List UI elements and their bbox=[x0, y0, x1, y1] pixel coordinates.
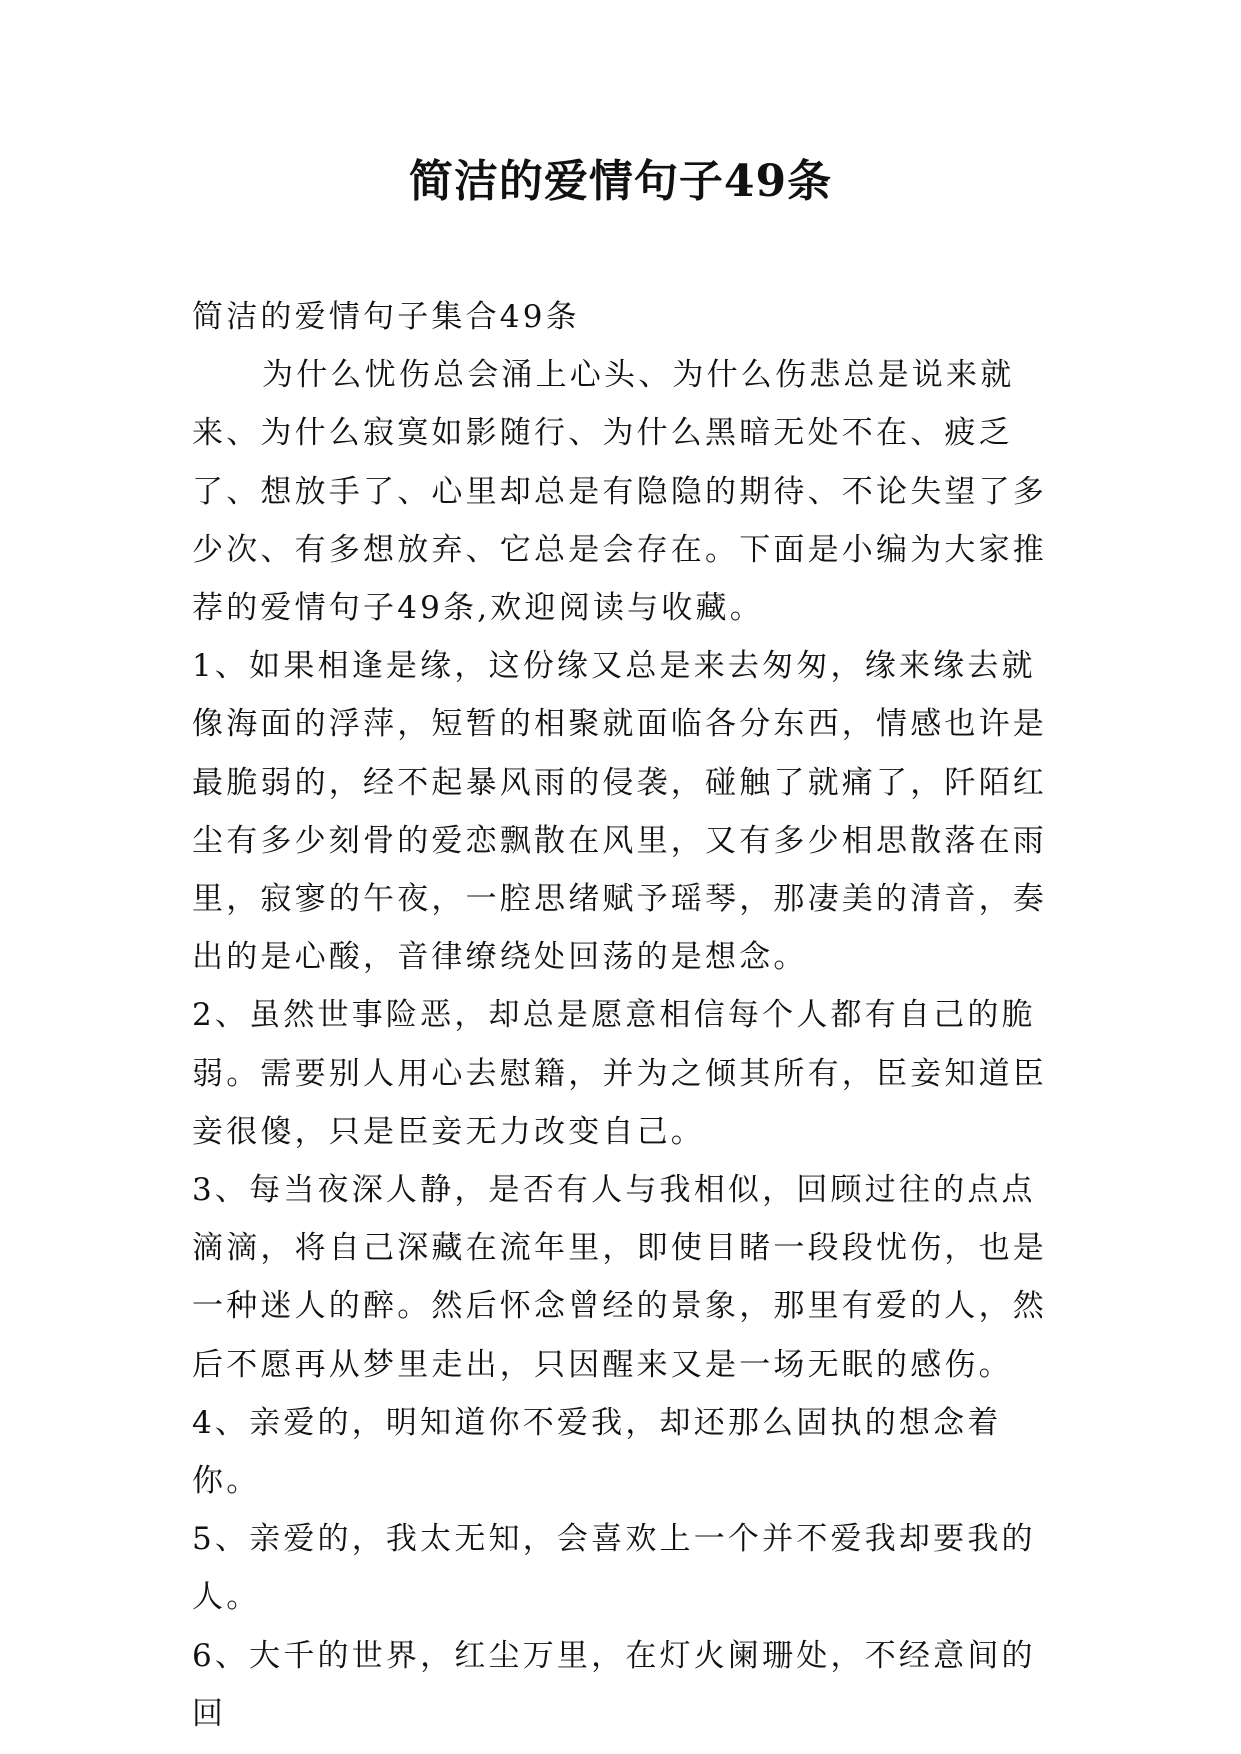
list-item-3: 3、每当夜深人静，是否有人与我相似，回顾过往的点点滴滴，将自己深藏在流年里，即使目睹一段段忧伤，也是一种迷人的醉。然后怀念曾经的景象，那里有爱的人，然后不愿再从梦里走出，只因醒来又是一场无眠的感伤。 bbox=[192, 1172, 1047, 1383]
list-item-2: 2、虽然世事险恶，却总是愿意相信每个人都有自己的脆弱。需要别人用心去慰籍，并为之倾其所有，臣妾知道臣妾很傻，只是臣妾无力改变自己。 bbox=[192, 997, 1047, 1150]
list-item-6: 6、大千的世界，红尘万里，在灯火阑珊处，不经意间的回 bbox=[192, 1637, 1036, 1732]
list-item-4: 4、亲爱的，明知道你不爱我，却还那么固执的想念着你。 bbox=[192, 1404, 1002, 1500]
document-body bbox=[192, 288, 1064, 1743]
document-subtitle: 简洁的爱情句子集合49条 bbox=[192, 299, 580, 335]
list-item-5: 5、亲爱的，我太无知，会喜欢上一个并不爱我却要我的人。 bbox=[192, 1521, 1036, 1616]
intro-paragraph: 为什么忧伤总会涌上心头、为什么伤悲总是说来就来、为什么寂寞如影随行、为什么黑暗无处不在、疲乏了、想放手了、心里却总是有隐隐的期待、不论失望了多少次、有多想放弃、它总是会存在。下面是小编为大家推荐的爱情句子49条,欢迎阅读与收藏。 bbox=[192, 357, 1047, 627]
document-title: 简洁的爱情句子49条 bbox=[408, 156, 833, 207]
list-item-1: 1、如果相逢是缘，这份缘又总是来去匆匆，缘来缘去就像海面的浮萍，短暂的相聚就面临各分东西，情感也许是最脆弱的，经不起暴风雨的侵袭，碰触了就痛了，阡陌红尘有多少刻骨的爱恋飘散在风里，又有多少相思散落在雨里，寂寥的午夜，一腔思绪赋予瑶琴，那凄美的清音，奏出的是心酸，音律缭绕处回荡的是想念。 bbox=[192, 648, 1047, 976]
